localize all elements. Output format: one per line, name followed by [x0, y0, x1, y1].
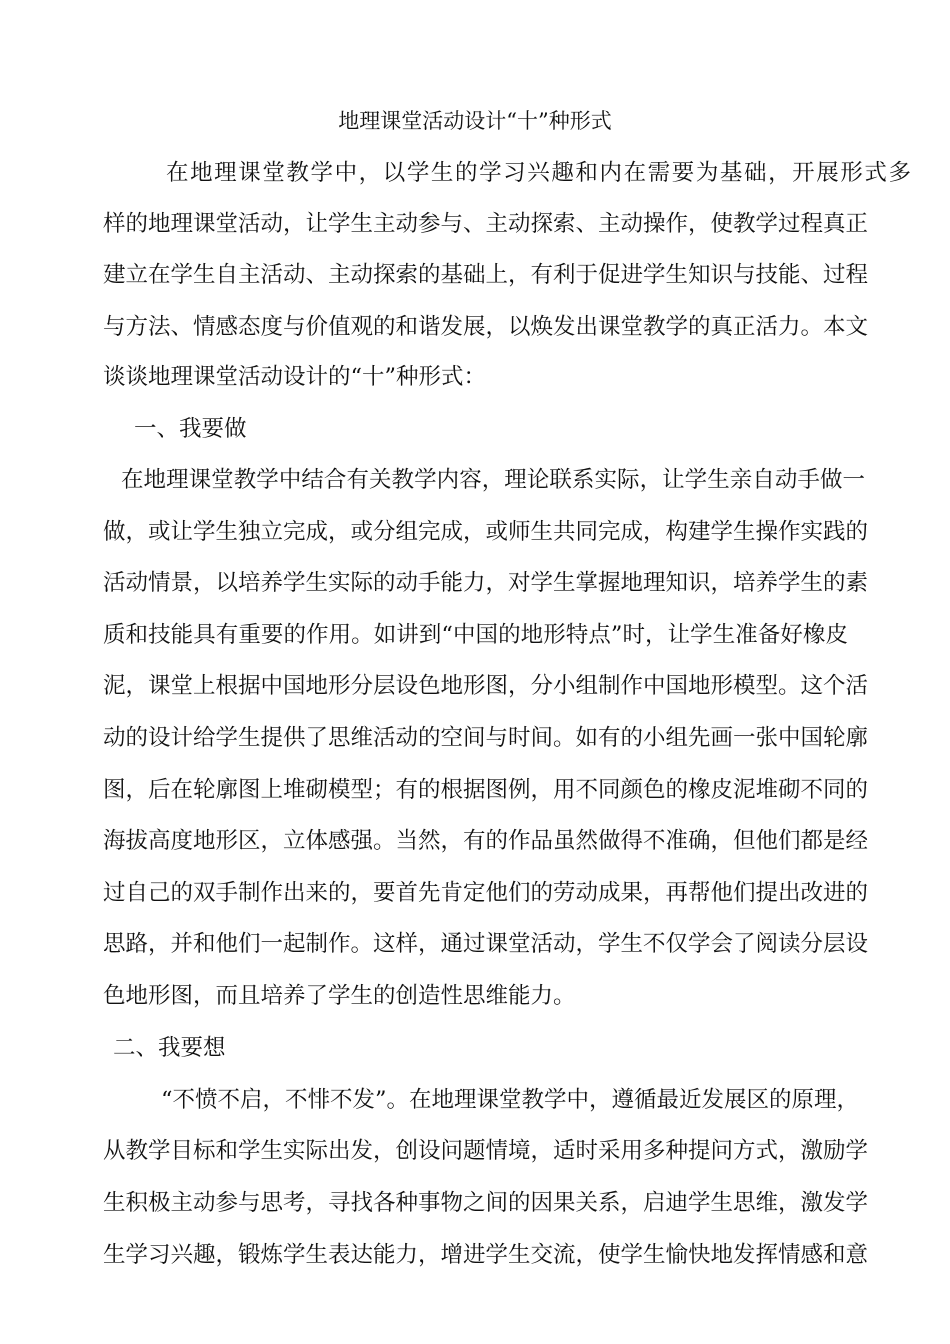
paragraph-line: 色地形图，而且培养了学生的创造性思维能力。	[103, 983, 576, 1009]
paragraph-line: 过自己的双手制作出来的，要首先肯定他们的劳动成果，再帮他们提出改进的	[103, 880, 869, 906]
paragraph-line: 图，后在轮廓图上堆砌模型；有的根据图例，用不同颜色的橡皮泥堆砌不同的	[103, 777, 869, 803]
paragraph-line: 活动情景，以培养学生实际的动手能力，对学生掌握地理知识，培养学生的素	[103, 570, 869, 596]
paragraph-line: 质和技能具有重要的作用。如讲到“中国的地形特点”时，让学生准备好橡皮	[103, 622, 848, 648]
paragraph-line: 泥，课堂上根据中国地形分层设色地形图，分小组制作中国地形模型。这个活	[103, 673, 869, 699]
paragraph-line: 生学习兴趣，锻炼学生表达能力，增进学生交流，使学生愉快地发挥情感和意	[103, 1242, 869, 1268]
section-heading-1: 一、我要做	[134, 416, 247, 442]
paragraph-line: 在地理课堂教学中，以学生的学习兴趣和内在需要为基础，开展形式多	[166, 160, 911, 186]
paragraph-line: 建立在学生自主活动、主动探索的基础上，有利于促进学生知识与技能、过程	[103, 262, 869, 288]
paragraph-line: 从教学目标和学生实际出发，创设问题情境，适时采用多种提问方式，激励学	[103, 1138, 869, 1164]
paragraph-line: 思路，并和他们一起制作。这样，通过课堂活动，学生不仅学会了阅读分层设	[103, 931, 869, 957]
paragraph-line: 生积极主动参与思考，寻找各种事物之间的因果关系，启迪学生思维，激发学	[103, 1190, 869, 1216]
paragraph-line: 样的地理课堂活动，让学生主动参与、主动探索、主动操作，使教学过程真正	[103, 211, 869, 237]
paragraph-line: 海拔高度地形区，立体感强。当然，有的作品虽然做得不准确，但他们都是经	[103, 828, 869, 854]
section-heading-2: 二、我要想	[113, 1035, 226, 1061]
paragraph-line: 在地理课堂教学中结合有关教学内容，理论联系实际，让学生亲自动手做一	[121, 467, 865, 493]
paragraph-line: 谈谈地理课堂活动设计的“十”种形式：	[103, 364, 487, 390]
paragraph-line: 做，或让学生独立完成，或分组完成，或师生共同完成，构建学生操作实践的	[103, 519, 869, 545]
paragraph-line: 动的设计给学生提供了思维活动的空间与时间。如有的小组先画一张中国轮廓	[103, 725, 869, 751]
paragraph-line: 与方法、情感态度与价值观的和谐发展，以焕发出课堂教学的真正活力。本文	[103, 314, 869, 340]
document-title: 地理课堂活动设计“十”种形式	[338, 109, 612, 133]
paragraph-line: “不愤不启，不悱不发”。在地理课堂教学中，遵循最近发展区的原理，	[161, 1087, 860, 1113]
